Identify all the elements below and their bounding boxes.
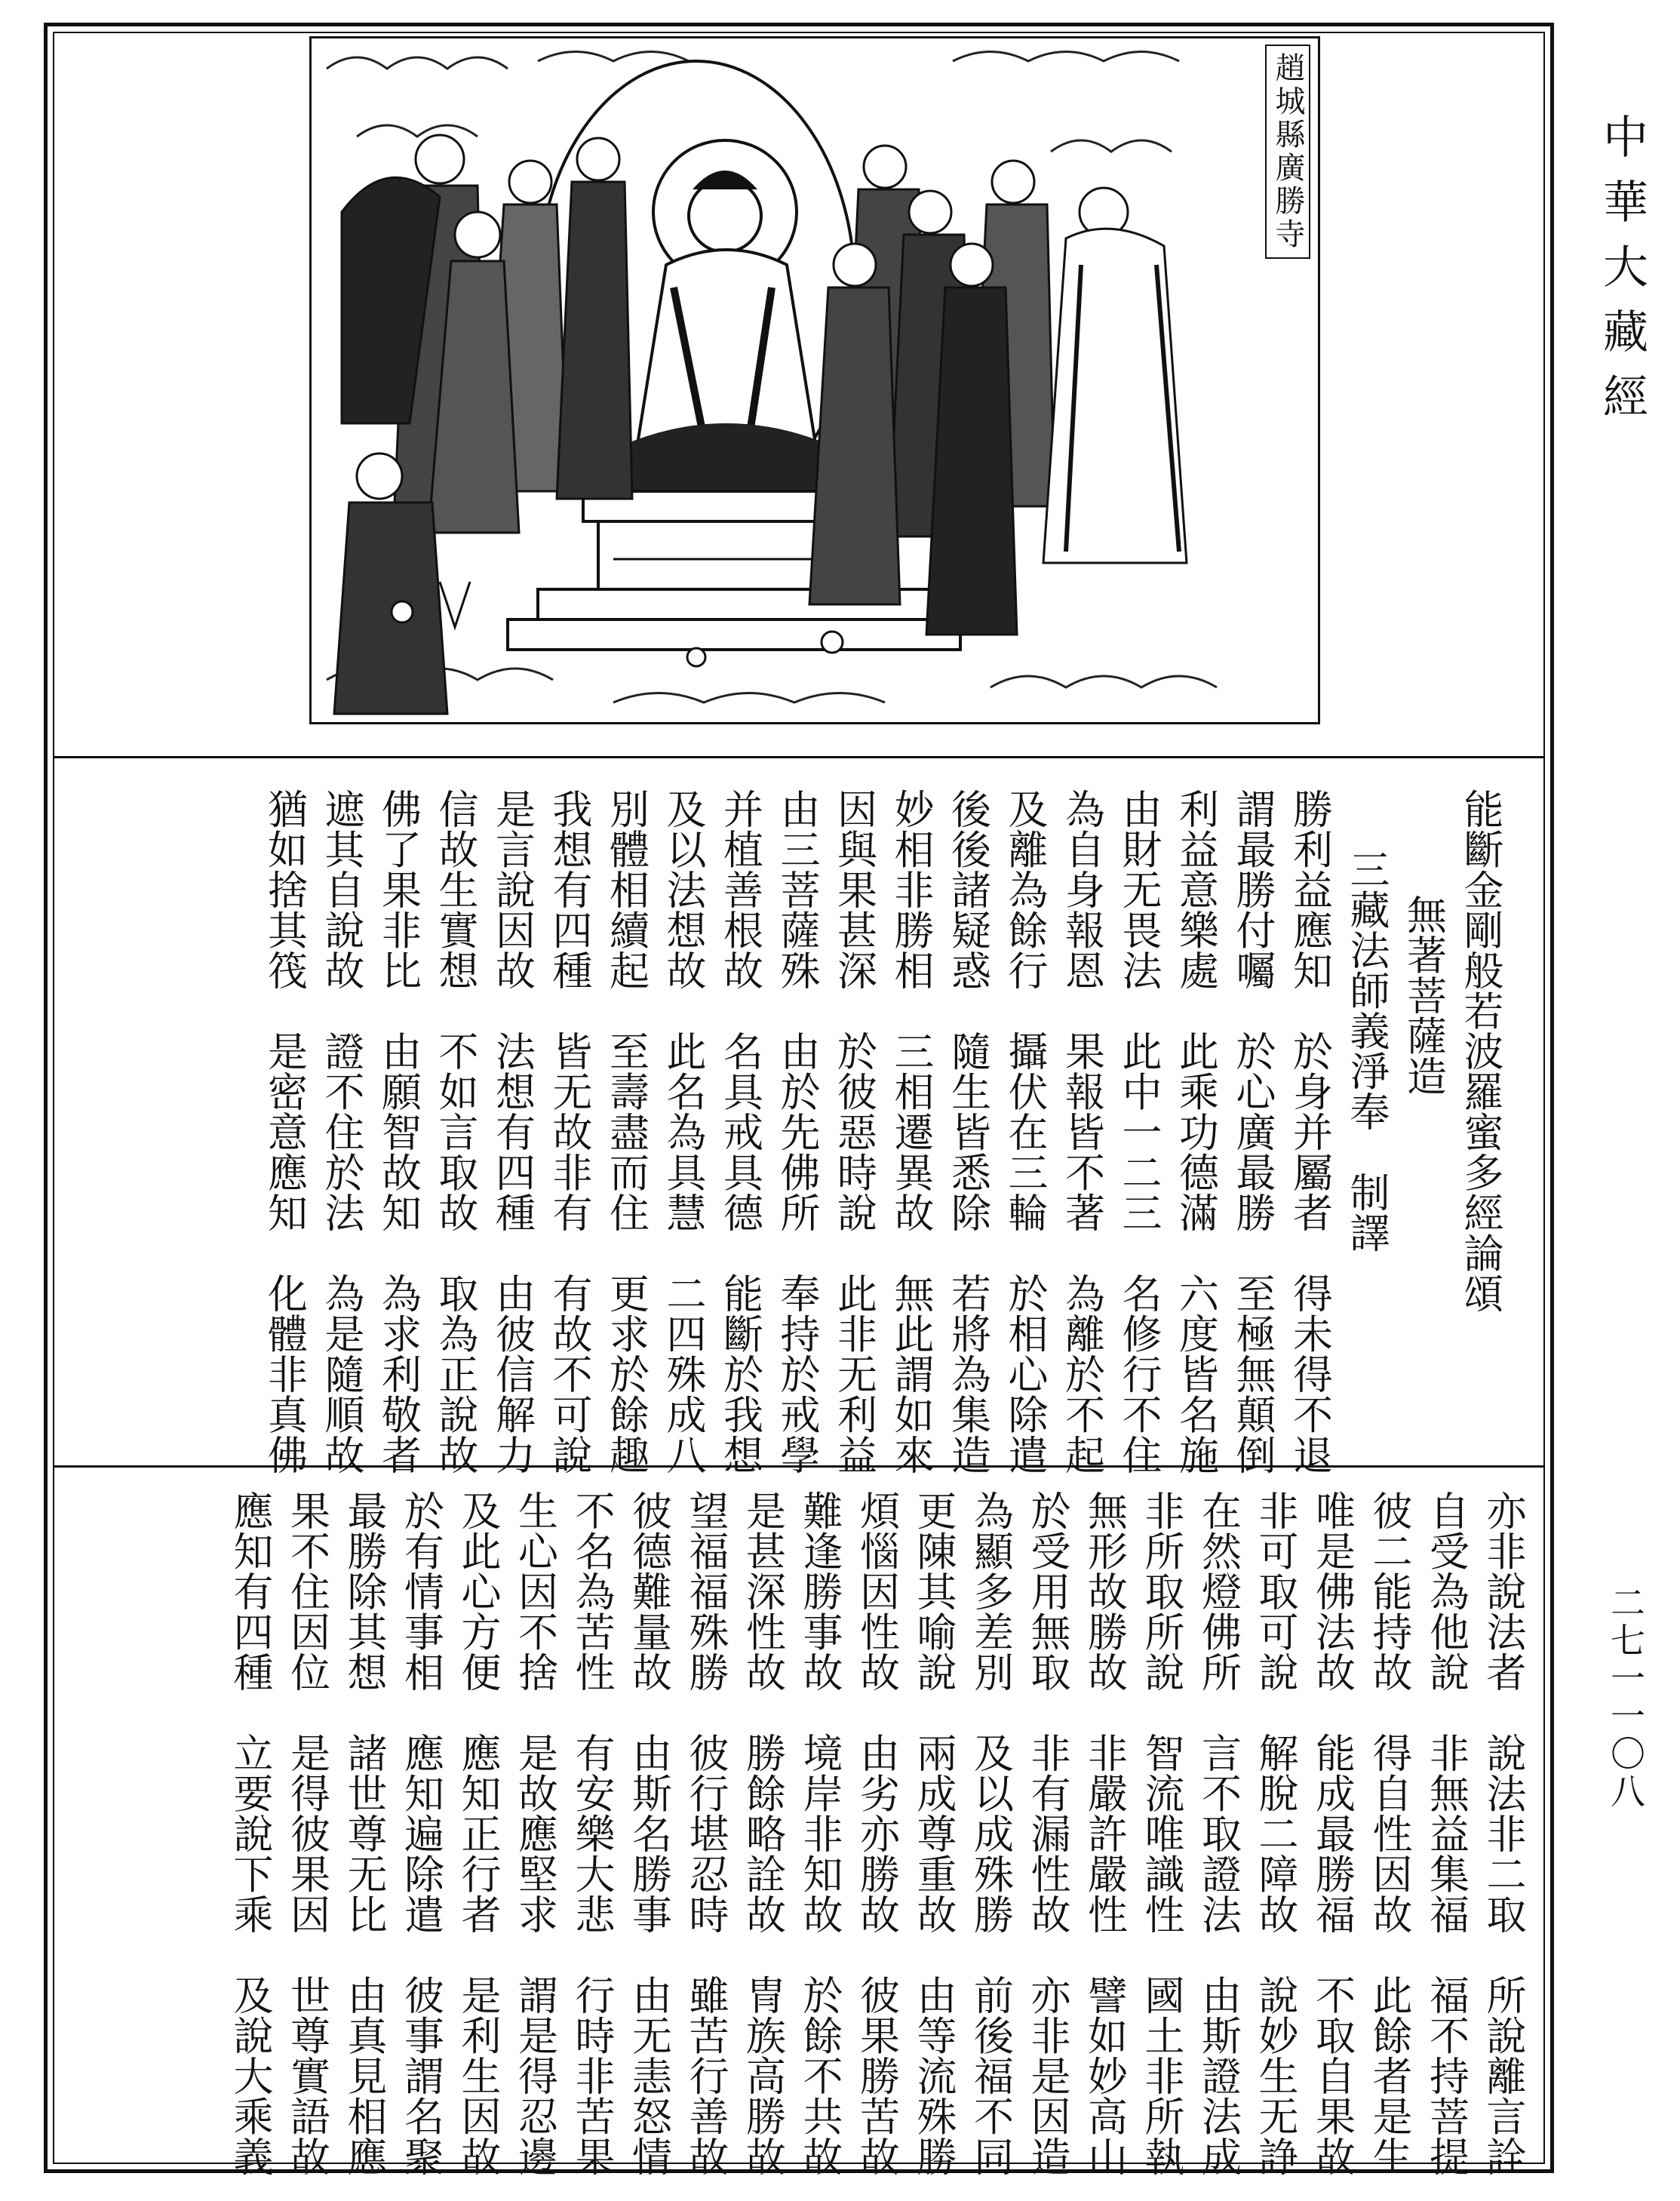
verse-column: 利益意樂處 此乘功德滿 六度皆名施 (1172, 788, 1219, 1475)
side-collection-title: 中華大藏經 (1596, 113, 1648, 438)
verse-column: 佛了果非比 由願智故知 為求利敬者 (375, 788, 422, 1475)
verse-column: 并植善根故 名具戒具德 能斷於我想 (717, 788, 763, 1475)
verse-column: 遮其自說故 證不住於法 為是隨順故 (318, 788, 364, 1475)
illustration-caption: 趙城縣廣勝寺 (1265, 45, 1310, 259)
verse-column: 妙相非勝相 三相遷異故 無此謂如來 (888, 788, 934, 1475)
verse-column: 彼德難量故 由斯名勝事 由无恚怒情 (625, 1490, 672, 2177)
verse-column: 猶如捨其筏 是密意應知 化體非真佛 (261, 788, 308, 1475)
verse-column: 是言說因故 法想有四種 由彼信解力 (489, 788, 536, 1475)
verse-column: 無形故勝故 非嚴許嚴性 譬如妙高山 (1081, 1490, 1128, 2177)
illustration-panel (309, 36, 1320, 724)
verse-column: 為顯多差別 及以成殊勝 前後福不同 (967, 1490, 1014, 2177)
right-disciples (809, 146, 1187, 635)
translator-line: 三藏法師義淨奉 制譯 (1344, 849, 1390, 1253)
verse-column: 生心因不捨 是故應堅求 謂是得忍邊 (511, 1490, 558, 2177)
verse-column: 為自身報恩 果報皆不著 為離於不起 (1058, 788, 1105, 1475)
page-number: 二七一一〇八 (1605, 1585, 1646, 1811)
verse-column: 及離為餘行 攝伏在三輪 於相心除遣 (1002, 788, 1048, 1475)
verse-column: 果不住因位 是得彼果因 世尊實語故 (284, 1490, 330, 2177)
verse-column: 謂最勝付囑 於心廣最勝 至極無顛倒 (1230, 788, 1276, 1475)
verse-column: 於受用無取 非有漏性故 亦非是因造 (1024, 1490, 1070, 2177)
verse-column: 由財无畏法 此中一二三 名修行不住 (1116, 788, 1162, 1475)
verse-block-1 (128, 788, 1509, 1475)
verse-column: 煩惱因性故 由劣亦勝故 彼果勝苦故 (853, 1490, 900, 2177)
author-line: 無著菩薩造 (1400, 894, 1447, 1096)
scripture-title: 能斷金剛般若波羅蜜多經論頌 (1457, 788, 1503, 1314)
verse-column: 於有情事相 應知遍除遣 彼事謂名聚 (398, 1490, 444, 2177)
verse-column: 望福福殊勝 彼行堪忍時 雖苦行善故 (683, 1490, 729, 2177)
verse-column: 應知有四種 立要說下乘 及說大乘義 (227, 1490, 273, 2177)
verse-column: 非所取所說 智流唯識性 國土非所執 (1138, 1490, 1184, 2177)
verse-column: 信故生實想 不如言取故 取為正說故 (432, 788, 478, 1475)
verse-column: 及以法想故 此名為具慧 二四殊成八 (660, 788, 706, 1475)
verse-column: 亦非說法者 說法非二取 所說離言詮 (1480, 1490, 1526, 2177)
verse-column: 及此心方便 應知正行者 是利生因故 (455, 1490, 501, 2177)
verse-column: 勝利益應知 於身并屬者 得未得不退 (1286, 788, 1333, 1475)
verse-column: 在然燈佛所 言不取證法 由斯證法成 (1195, 1490, 1242, 2177)
verse-column: 更陳其喻說 兩成尊重故 由等流殊勝 (911, 1490, 957, 2177)
verse-column: 我想有四種 皆无故非有 有故不可說 (546, 788, 592, 1475)
verse-column: 別體相續起 至壽盡而住 更求於餘趣 (603, 788, 650, 1475)
buddha-preaching-illustration (312, 38, 1318, 722)
verse-column: 不名為苦性 有安樂大悲 行時非苦果 (569, 1490, 615, 2177)
verse-column: 非可取可說 解脫二障故 說妙生无諍 (1252, 1490, 1298, 2177)
verse-block-2 (113, 1490, 1531, 2177)
verse-column: 最勝除其想 諸世尊无比 由真見相應 (341, 1490, 387, 2177)
verse-column: 難逢勝事故 境岸非知故 於餘不共故 (797, 1490, 843, 2177)
verse-column: 彼二能持故 得自性因故 此餘者是生 (1366, 1490, 1412, 2177)
verse-column: 因與果甚深 於彼惡時說 此非无利益 (831, 788, 877, 1475)
verse-column: 是甚深性故 勝餘略詮故 冑族高勝故 (739, 1490, 786, 2177)
section-divider-1 (53, 756, 1545, 758)
verse-column: 後後諸疑惑 隨生皆悉除 若將為集造 (944, 788, 991, 1475)
verse-column: 由三菩薩殊 由於先佛所 奉持於戒學 (774, 788, 820, 1475)
verse-column: 唯是佛法故 能成最勝福 不取自果故 (1309, 1490, 1356, 2177)
verse-column: 自受為他說 非無益集福 福不持菩提 (1423, 1490, 1470, 2177)
